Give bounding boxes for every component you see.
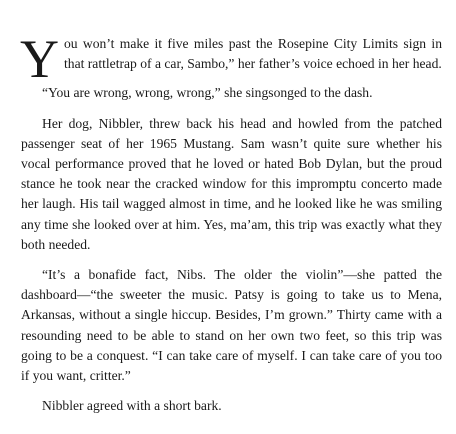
paragraph: Her dog, Nibbler, threw back his head and howled from the patched passenger seat of her 1965 Mustang. Sam wasn’t quite sure whether his vocal performance proved that he loved or hated Bob Dylan, but the proud stance he took near the cracked window for this impromptu concerto made her laugh. His tail wagged almost in time, and he looked like he was smiling any time she looked over at him. Yes, ma’am, this trip was exactly what they both needed. — [21, 115, 442, 252]
paragraph: “You are wrong, wrong, wrong,” she singsonged to the dash. — [42, 85, 373, 101]
drop-cap: Y — [20, 29, 59, 89]
paragraph: “It’s a bonafide fact, Nibs. The older the violin”—she patted the dashboard—“the sweeter the music. Patsy is going to take us to Mena, Arkansas, without a single hiccup. Besides, I’m grown.” Thirty came with a resounding need to be able to stand on her own two feet, so this trip was going to be a conquest. “I can take care of myself. I can take care of you too if you want, critter.” — [21, 267, 442, 384]
opening-paragraph — [20, 29, 442, 89]
paragraph: Nibbler agreed with a short bark. — [42, 398, 222, 414]
paragraph-text: ou won’t make it five miles past the Rosepine City Limits sign in that rattletrap of a car, Sambo,” her father’s voice echoed in her head. — [64, 36, 442, 72]
page-body — [20, 29, 442, 426]
